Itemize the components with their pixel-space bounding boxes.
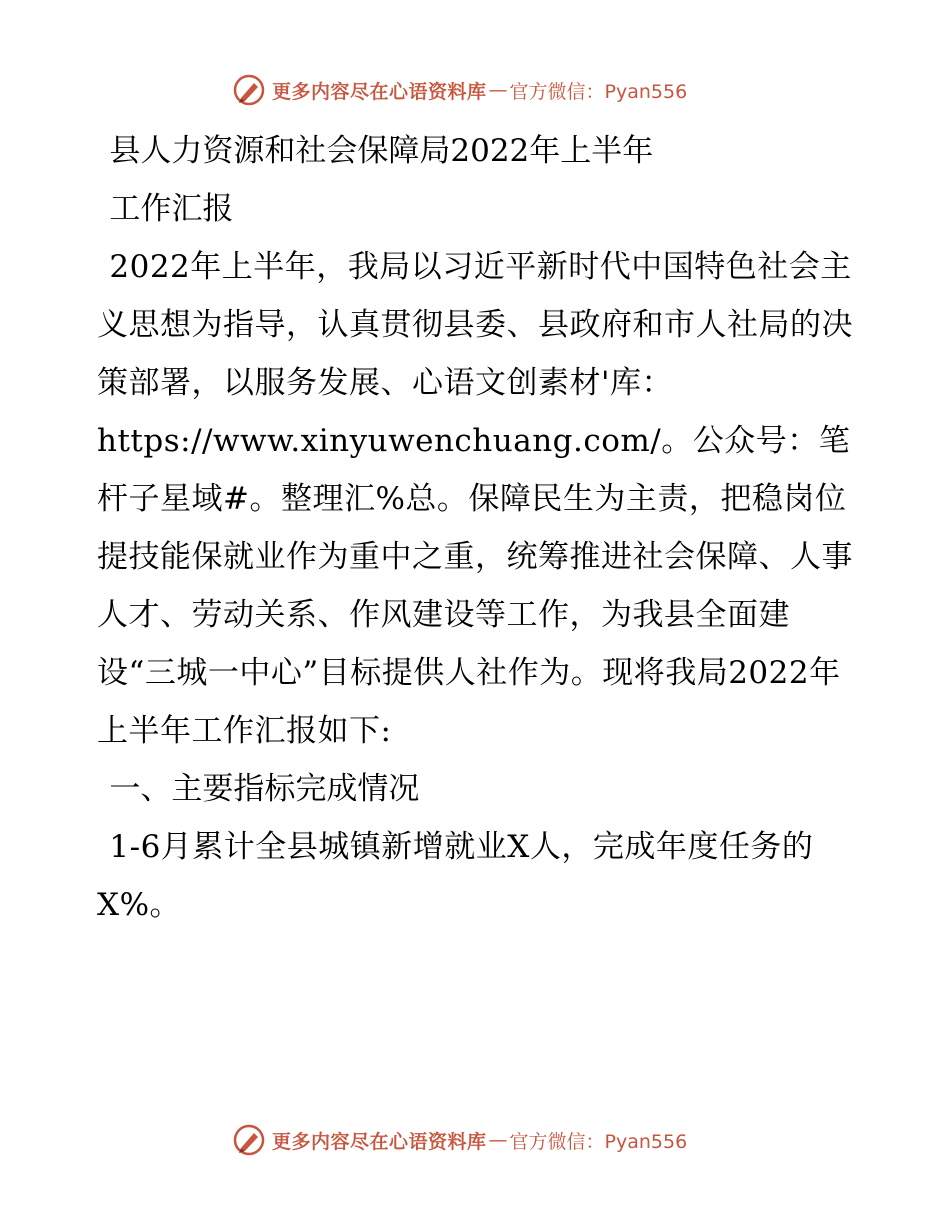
pen-logo-icon [232, 1123, 266, 1157]
document-body [97, 118, 857, 934]
intro-paragraph: 2022年上半年，我局以习近平新时代中国特色社会主义思想为指导，认真贯彻县委、县政府和市人社局的决策部署，以服务发展、心语文创素材'库：https://www.xinyuwenchuang.com/。公众号：笔杆子星域#。整理汇%总。保障民生为主责，把稳岗位提技能保就业作为重中之重，统筹推进社会保障、人事人才、劳动关系、作风建设等工作，为我县全面建设“三城一中心”目标提供人社作为。现将我局2022年上半年工作汇报如下: [97, 249, 853, 749]
banner-contact: 官方微信：Pyan556 [509, 1130, 688, 1153]
banner-contact: 官方微信：Pyan556 [509, 80, 688, 103]
banner-separator: — [488, 79, 508, 101]
footer-banner [232, 1120, 687, 1160]
header-banner [232, 70, 687, 110]
document-title: 县人力资源和社会保障局2022年上半年 [109, 133, 654, 169]
banner-separator: — [488, 1129, 508, 1151]
banner-text: 更多内容尽在心语资料库 [272, 1130, 487, 1153]
banner-text: 更多内容尽在心语资料库 [272, 80, 487, 103]
pen-logo-icon [232, 73, 266, 107]
section-paragraph: 1-6月累计全县城镇新增就业X人，完成年度任务的X%。 [97, 829, 814, 923]
section-heading: 一、主要指标完成情况 [109, 771, 420, 807]
document-subtitle: 工作汇报 [109, 191, 234, 227]
